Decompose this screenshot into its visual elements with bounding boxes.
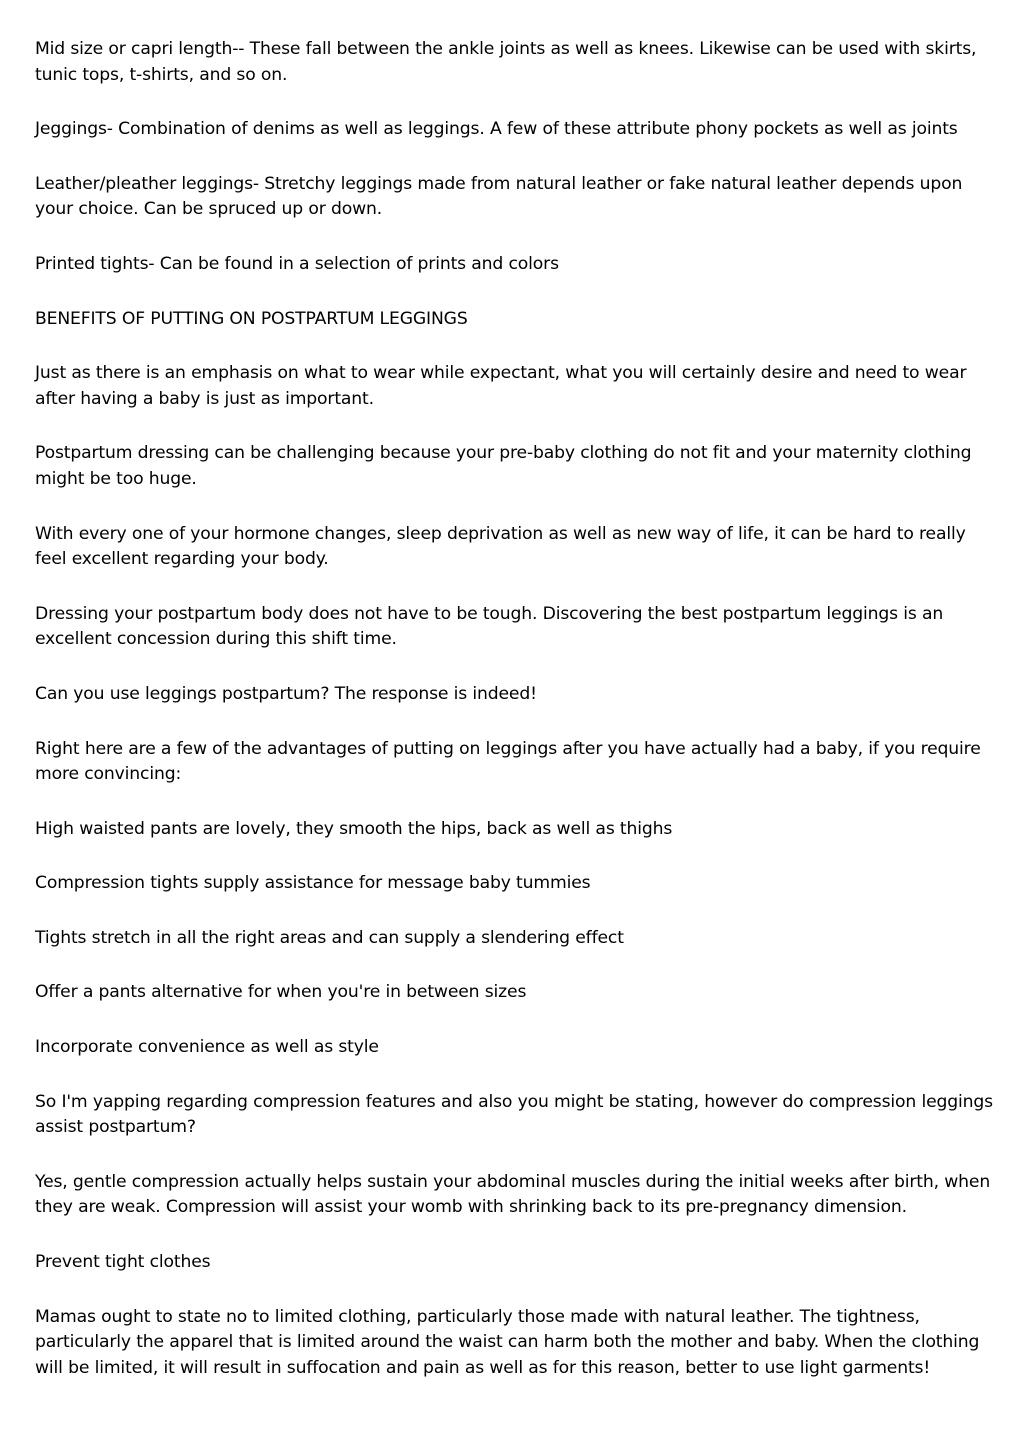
paragraph-question: Can you use leggings postpartum? The response is indeed! bbox=[35, 683, 537, 704]
list-item-high-waisted: High waisted pants are lovely, they smooth the hips, back as well as thighs bbox=[35, 818, 673, 839]
section-heading-benefits: BENEFITS OF PUTTING ON POSTPARTUM LEGGINGS bbox=[35, 308, 468, 329]
list-item-convenience: Incorporate convenience as well as style bbox=[35, 1037, 379, 1058]
document-body bbox=[35, 37, 995, 1381]
paragraph-printed-tights: Printed tights- Can be found in a selection of prints and colors bbox=[35, 253, 559, 274]
paragraph-mamas: Mamas ought to state no to limited clothing, particularly those made with natural leather. The tightness, particularly the apparel that is limited around the waist can harm both the mother and baby. When the clothing will be limited, it will result in suffocation and pain as well as for this reason, better to use light garments! bbox=[35, 1306, 980, 1378]
paragraph-dressing-body: Dressing your postpartum body does not have to be tough. Discovering the best postpartum leggings is an excellent concession during this shift time. bbox=[35, 603, 944, 650]
paragraph-emphasis: Just as there is an emphasis on what to wear while expectant, what you will certainly desire and need to wear after having a baby is just as important. bbox=[35, 363, 967, 409]
paragraph-advantages-intro: Right here are a few of the advantages of putting on leggings after you have actually had a baby, if you require more convincing: bbox=[35, 738, 981, 785]
paragraph-jeggings: Jeggings- Combination of denims as well as leggings. A few of these attribute phony pockets as well as joints bbox=[35, 119, 958, 140]
paragraph-compression-question: So I'm yapping regarding compression features and also you might be stating, however do compression leggings assist postpartum? bbox=[35, 1091, 993, 1138]
paragraph-postpartum-dressing: Postpartum dressing can be challenging because your pre-baby clothing do not fit and your maternity clothing might be too huge. bbox=[35, 443, 972, 489]
paragraph-gentle-compression: Yes, gentle compression actually helps sustain your abdominal muscles during the initial weeks after birth, when they are weak. Compression will assist your womb with shrinking back to its pre-pregnancy dimension. bbox=[35, 1171, 991, 1218]
list-item-stretch: Tights stretch in all the right areas and can supply a slendering effect bbox=[35, 927, 624, 948]
paragraph-leather-leggings: Leather/pleather leggings- Stretchy leggings made from natural leather or fake natural leather depends upon your choice. Can be spruced up or down. bbox=[35, 173, 963, 220]
list-item-pants-alternative: Offer a pants alternative for when you're in between sizes bbox=[35, 982, 527, 1003]
paragraph-hormone-changes: With every one of your hormone changes, sleep deprivation as well as new way of life, it can be hard to really feel excellent regarding your body. bbox=[35, 523, 966, 570]
subheading-prevent-tight: Prevent tight clothes bbox=[35, 1252, 211, 1273]
paragraph-capri-length: Mid size or capri length-- These fall between the ankle joints as well as knees. Likewise can be used with skirts, tunic tops, t-shirts, and so on. bbox=[35, 39, 977, 85]
list-item-compression: Compression tights supply assistance for message baby tummies bbox=[35, 873, 591, 894]
